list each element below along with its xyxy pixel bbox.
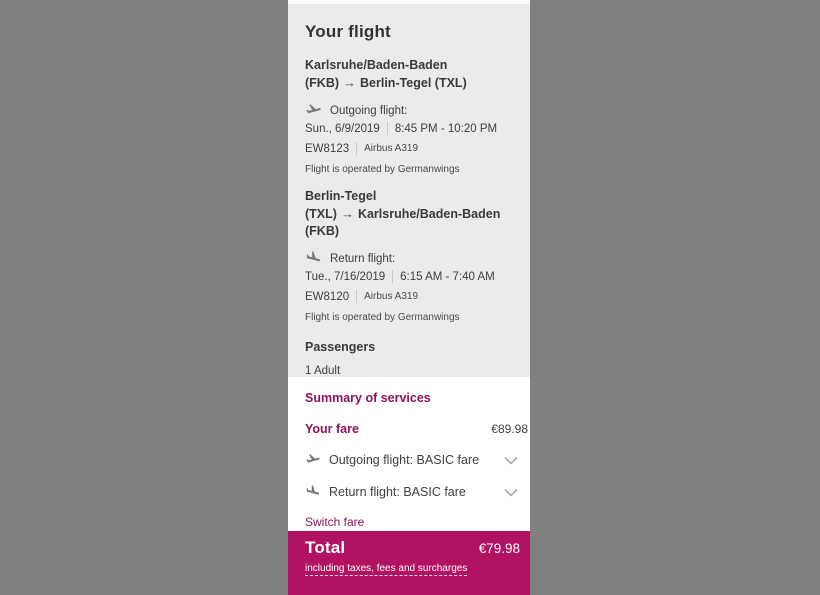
inbound-fare-label: Return flight: BASIC fare xyxy=(329,485,466,499)
your-fare-price: €89.98 xyxy=(491,422,528,436)
outbound-aircraft: Airbus A319 xyxy=(364,143,419,154)
inbound-fare-accordion[interactable] xyxy=(305,484,518,500)
outbound-date: Sun., 6/9/2019 xyxy=(305,122,380,135)
chevron-down-icon[interactable] xyxy=(504,456,518,465)
summary-of-services-section xyxy=(288,377,530,531)
total-row xyxy=(305,538,520,558)
panel-top-strip xyxy=(288,0,530,4)
flight-takeoff-icon xyxy=(305,452,321,468)
passengers-label: Passengers xyxy=(305,340,376,354)
passengers-value: 1 Adult xyxy=(305,365,341,377)
taxes-note-link[interactable]: including taxes, fees and surcharges xyxy=(305,563,468,574)
switch-fare-link[interactable]: Switch fare xyxy=(305,515,365,529)
flight-land-icon xyxy=(305,484,321,500)
inbound-time: 6:15 AM - 7:40 AM xyxy=(400,270,495,283)
inbound-date: Tue., 7/16/2019 xyxy=(305,270,386,283)
your-fare-label: Your fare xyxy=(305,422,359,436)
outbound-route xyxy=(305,57,516,92)
inbound-operated-note: Flight is operated by Germanwings xyxy=(305,312,460,323)
inbound-route-to: Karlsruhe/Baden-Baden (FKB) xyxy=(305,207,501,238)
outbound-flight-number: EW8123 xyxy=(305,142,350,155)
separator xyxy=(392,270,393,283)
route-arrow-icon: → xyxy=(343,75,357,90)
inbound-leg-label: Return flight: xyxy=(330,252,396,265)
page-title: Your flight xyxy=(305,22,391,41)
your-fare-row xyxy=(305,422,528,436)
inbound-flight-info xyxy=(305,290,516,303)
inbound-route xyxy=(305,188,516,240)
outbound-flight-info xyxy=(305,142,516,155)
outbound-route-from: Karlsruhe/Baden-Baden (FKB) xyxy=(305,58,448,90)
chevron-down-icon[interactable] xyxy=(504,488,518,497)
outbound-leg-label-row xyxy=(305,102,516,119)
summary-title: Summary of services xyxy=(305,391,431,405)
total-bar xyxy=(288,531,530,595)
inbound-flight-number: EW8120 xyxy=(305,290,350,303)
inbound-leg-label-row xyxy=(305,250,516,267)
inbound-route-from: Berlin-Tegel (TXL) xyxy=(305,189,377,221)
outbound-route-to: Berlin-Tegel (TXL) xyxy=(360,76,467,90)
separator xyxy=(387,122,388,135)
outbound-operated-note: Flight is operated by Germanwings xyxy=(305,164,460,175)
outbound-time: 8:45 PM - 10:20 PM xyxy=(394,122,498,135)
outbound-fare-accordion[interactable] xyxy=(305,452,518,468)
flight-summary-modal xyxy=(288,0,530,574)
outbound-fare-label: Outgoing flight: BASIC fare xyxy=(329,453,480,467)
separator xyxy=(356,142,357,155)
your-flight-section xyxy=(288,0,530,377)
outbound-leg-label: Outgoing flight: xyxy=(330,104,408,117)
total-label: Total xyxy=(305,538,346,557)
flight-land-icon xyxy=(305,250,322,267)
total-price: €79.98 xyxy=(478,541,520,556)
inbound-datetime xyxy=(305,270,516,283)
inbound-aircraft: Airbus A319 xyxy=(364,291,419,302)
flight-takeoff-icon xyxy=(305,102,322,119)
separator xyxy=(356,290,357,303)
route-arrow-icon: → xyxy=(340,206,354,221)
outbound-datetime xyxy=(305,122,516,135)
